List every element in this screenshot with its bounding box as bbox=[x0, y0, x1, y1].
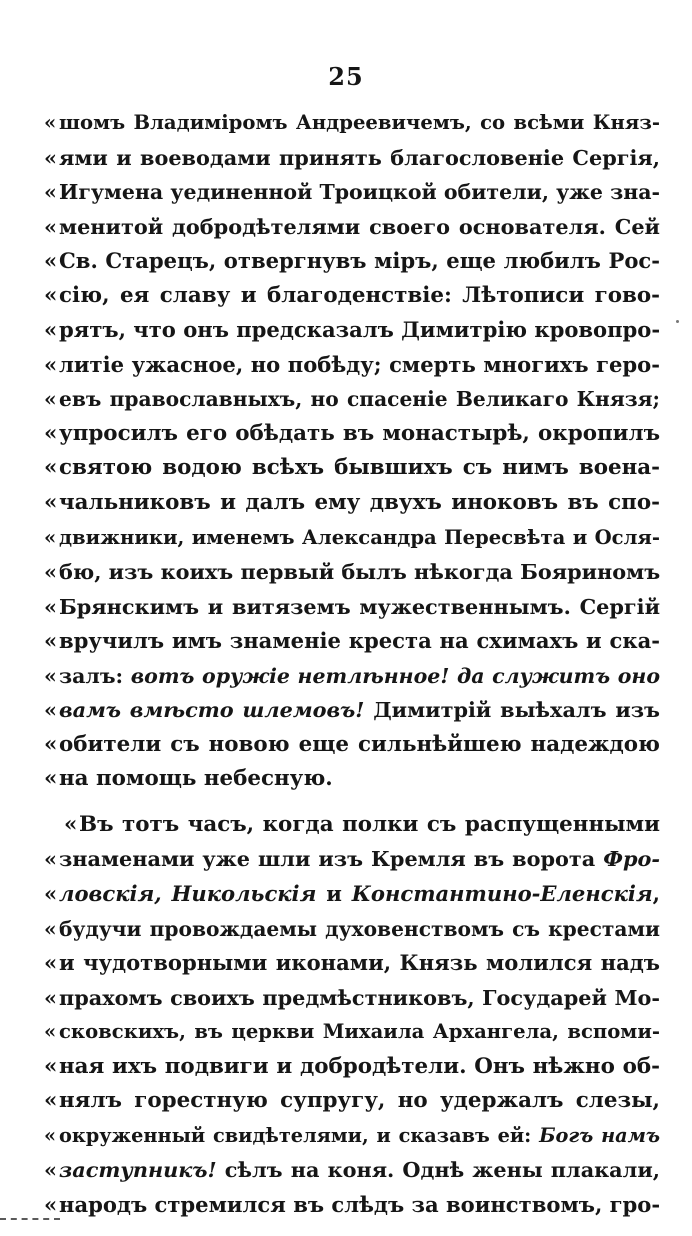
paragraph bbox=[44, 808, 660, 1223]
margin-speck bbox=[676, 320, 679, 323]
text-line bbox=[44, 106, 660, 141]
text-line bbox=[44, 521, 660, 556]
text-run: будучи провождаемы духовенствомъ съ крестами bbox=[59, 916, 660, 941]
paragraph-gap bbox=[44, 797, 660, 808]
text-run: сѣлъ на коня. Однѣ жены плакали, bbox=[216, 1157, 660, 1183]
text-line bbox=[44, 1153, 660, 1188]
quote-mark: « bbox=[44, 213, 57, 239]
quote-mark: « bbox=[44, 455, 58, 481]
text-line bbox=[44, 555, 660, 590]
text-line bbox=[44, 1050, 660, 1085]
quote-mark: « bbox=[44, 731, 58, 757]
italic-text: вамъ вмѣсто шлемовъ! bbox=[59, 697, 365, 723]
text-run: Игумена уединенной Троицкой обители, уже зна- bbox=[59, 180, 660, 205]
quote-mark: « bbox=[44, 766, 58, 792]
text-run: Димитрій выѣхалъ изъ bbox=[364, 697, 660, 723]
text-run: святою водою всѣхъ бывшихъ съ нимъ воена- bbox=[59, 455, 660, 481]
text-run: сковскихъ, въ церкви Михаила Архангела, вспоми- bbox=[59, 1020, 660, 1044]
quote-mark: « bbox=[44, 387, 57, 412]
text-line bbox=[44, 624, 660, 659]
quote-mark: « bbox=[44, 490, 58, 516]
text-line bbox=[44, 313, 660, 348]
text-run: прахомъ своихъ предмѣстниковъ, Государей Мо- bbox=[59, 984, 660, 1010]
italic-text: ловскія, Никольскія bbox=[59, 881, 317, 907]
text-run: евъ православныхъ, но спасеніе Великаго Князя; bbox=[59, 387, 660, 412]
text-line bbox=[44, 590, 660, 625]
text-run: обители съ новою еще сильнѣйшею надеждою bbox=[59, 731, 660, 757]
text-run: окруженный свидѣтелями, и сказавъ ей: bbox=[59, 1123, 540, 1147]
text-line bbox=[44, 210, 660, 245]
text-run: ная ихъ подвиги и добродѣтели. Онъ нѣжно об- bbox=[59, 1053, 660, 1079]
quote-mark: « bbox=[44, 351, 58, 377]
quote-mark: « bbox=[44, 593, 57, 619]
italic-text: Константино-Еленскія bbox=[351, 881, 653, 907]
text-line bbox=[44, 762, 660, 797]
paragraph bbox=[44, 106, 660, 797]
text-run: рятъ, что онъ предсказалъ Димитрію кровопро- bbox=[59, 317, 660, 343]
text-line bbox=[44, 877, 660, 912]
text-run: и чудотворными иконами, Князь молился надъ bbox=[59, 950, 660, 976]
text-run: менитой добродѣтелями своего основателя. Сей bbox=[59, 213, 660, 239]
text-line bbox=[44, 728, 660, 763]
text-run: залъ: bbox=[59, 663, 131, 688]
page-number: 25 bbox=[328, 62, 364, 91]
text-run: народъ стремился въ слѣдъ за воинствомъ, гро- bbox=[59, 1191, 660, 1217]
quote-mark: « bbox=[44, 663, 57, 688]
text-line bbox=[44, 842, 660, 877]
quote-mark: « bbox=[44, 881, 58, 907]
text-line bbox=[44, 141, 660, 176]
text-run: , bbox=[652, 881, 660, 907]
quote-mark: « bbox=[44, 1123, 57, 1147]
text-line bbox=[44, 1119, 660, 1154]
quote-mark: « bbox=[44, 525, 57, 549]
text-line bbox=[44, 1188, 660, 1223]
italic-text: вотъ оружіе нетлѣнное! да служитъ оно bbox=[130, 663, 660, 688]
text-line bbox=[44, 175, 660, 210]
italic-text: заступникъ! bbox=[59, 1157, 217, 1183]
text-line bbox=[44, 417, 660, 452]
text-line bbox=[44, 486, 660, 521]
quote-mark: « bbox=[44, 916, 57, 941]
quote-mark: « bbox=[44, 697, 57, 723]
text-line bbox=[44, 451, 660, 486]
text-run: чальниковъ и далъ ему двухъ иноковъ въ спо- bbox=[59, 490, 660, 516]
text-run: знаменами уже шли изъ Кремля въ ворота bbox=[59, 846, 604, 872]
quote-mark: « bbox=[44, 1157, 57, 1183]
quote-mark: « bbox=[44, 950, 58, 976]
text-run: бю, изъ коихъ первый былъ нѣкогда Бояриномъ bbox=[59, 559, 660, 585]
text-line bbox=[44, 1015, 660, 1050]
text-run: Брянскимъ и витяземъ мужественнымъ. Сергій bbox=[59, 593, 660, 619]
quote-mark: « bbox=[44, 984, 57, 1010]
italic-text: Фро- bbox=[603, 846, 660, 872]
quote-mark: « bbox=[44, 559, 57, 585]
quote-mark: « bbox=[44, 628, 58, 654]
quote-mark: « bbox=[44, 111, 57, 134]
quote-mark: « bbox=[44, 144, 57, 170]
quote-mark: « bbox=[44, 420, 58, 446]
text-line bbox=[44, 382, 660, 417]
text-line bbox=[44, 1084, 660, 1119]
text-run: литіе ужасное, но побѣду; смерть многихъ геро- bbox=[59, 351, 660, 377]
quote-mark: « bbox=[44, 317, 58, 343]
text-run: движники, именемъ Александра Пересвѣта и Осля- bbox=[59, 525, 660, 549]
page-edge-mark bbox=[0, 1218, 60, 1220]
text-line bbox=[44, 981, 660, 1016]
quote-mark: « bbox=[44, 1053, 58, 1079]
text-run: нялъ горестную супругу, но удержалъ слезы, bbox=[59, 1088, 660, 1114]
text-line bbox=[44, 808, 660, 843]
text-run: упросилъ его обѣдать въ монастырѣ, окропилъ bbox=[59, 420, 660, 446]
quote-mark: « bbox=[44, 1020, 57, 1044]
text-run: Въ тотъ часъ, когда полки съ распущенными bbox=[79, 811, 660, 837]
quote-mark: « bbox=[44, 248, 58, 274]
quote-mark: « bbox=[64, 811, 78, 837]
text-run: на помощь небесную. bbox=[59, 766, 333, 792]
text-line bbox=[44, 244, 660, 279]
text-line bbox=[44, 912, 660, 947]
text-run: вручилъ имъ знаменіе креста на схимахъ и ска- bbox=[59, 628, 660, 654]
quote-mark: « bbox=[44, 846, 57, 872]
text-run: шомъ Владиміромъ Андреевичемъ, со всѣми Княз- bbox=[59, 111, 660, 134]
body-text bbox=[44, 106, 660, 1223]
quote-mark: « bbox=[44, 1191, 58, 1217]
italic-text: Богъ намъ bbox=[539, 1123, 660, 1147]
text-line bbox=[44, 348, 660, 383]
quote-mark: « bbox=[44, 1088, 58, 1114]
text-line bbox=[44, 693, 660, 728]
quote-mark: « bbox=[44, 180, 57, 205]
text-run: Св. Старецъ, отвергнувъ міръ, еще любилъ Рос- bbox=[59, 248, 660, 274]
text-line bbox=[44, 659, 660, 694]
text-run: сію, ея славу и благоденствіе: Лѣтописи гово- bbox=[59, 282, 660, 308]
text-run: и bbox=[316, 881, 352, 907]
quote-mark: « bbox=[44, 282, 58, 308]
text-line bbox=[44, 946, 660, 981]
text-line bbox=[44, 279, 660, 314]
text-run: ями и воеводами принять благословеніе Сергія, bbox=[59, 144, 660, 170]
